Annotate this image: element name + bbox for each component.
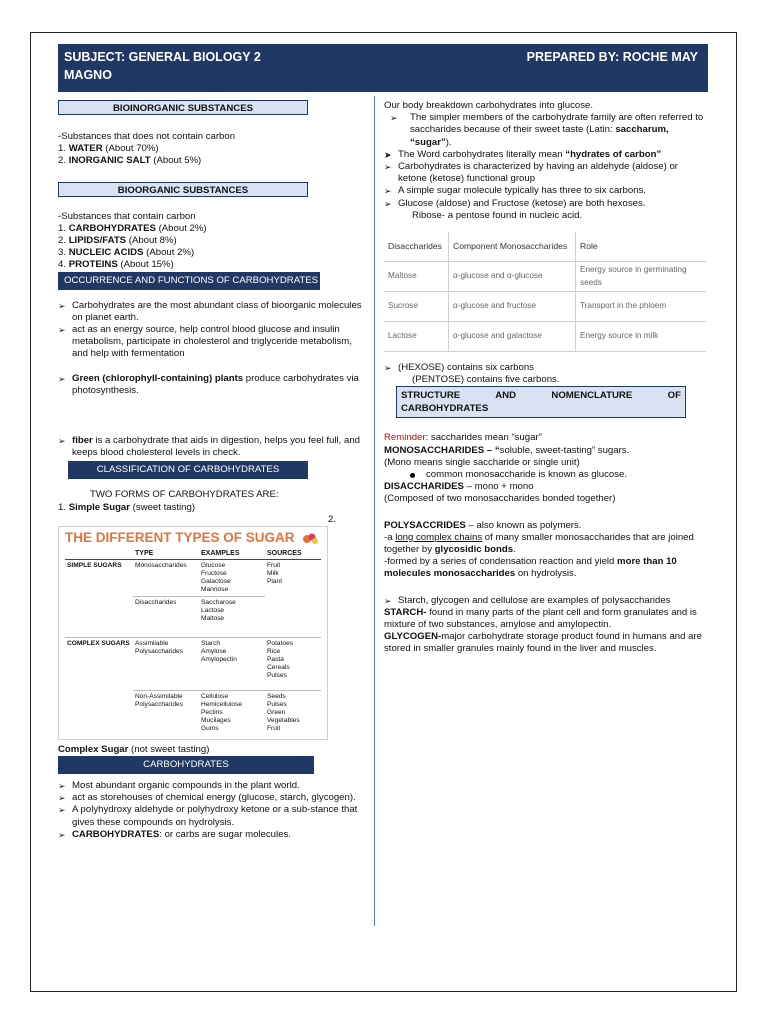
list-item: ➢ A simple sugar molecule typically has three to six carbons. — [384, 185, 646, 197]
bioorganic-list — [58, 223, 366, 272]
table-row: Maltose α-glucose and α-glucose Energy source in germinating seeds — [384, 262, 706, 292]
list-item: ➢ Green (chlorophyll-containing) plants produce carbohydrates via photosynthesis. — [58, 372, 359, 396]
list-item: 2. LIPIDS/FATS (About 8%) — [58, 235, 177, 247]
list-item: ➢ Carbohydrates are the most abundant class of bioorganic molecules on planet earth. — [58, 299, 362, 323]
reminder-line: Reminder: saccharides mean “sugar” — [384, 432, 542, 444]
complex-sugar-line: Complex Sugar (not sweet tasting) — [58, 743, 210, 755]
arrow-bullet-icon: ➢ — [384, 186, 392, 197]
list-item: ➢ act as storehouses of chemical energy (glucose, starch, glycogen). — [58, 792, 356, 804]
list-item: ➢ Starch, glycogen and cellulose are examples of polysaccharides — [384, 594, 671, 606]
arrow-bullet-icon: ➢ — [384, 198, 392, 209]
arrow-bullet-icon: ➢ — [58, 805, 66, 816]
ribose-note: Ribose- a pentose found in nucleic acid. — [412, 209, 583, 221]
list-item: ➢ Glucose (aldose) and Fructose (ketose) are both hexoses. — [384, 197, 646, 209]
sugar-types-table — [65, 549, 321, 735]
candy-icon — [301, 531, 319, 545]
arrow-bullet-icon: ➢ — [384, 162, 392, 173]
list-item: ➢ (HEXOSE) contains six carbons — [384, 362, 534, 374]
arrow-bullet-icon: ➢ — [58, 436, 66, 447]
simple-sugar-line: 1. Simple Sugar (sweet tasting) 2. — [58, 501, 337, 525]
occurrence-list — [58, 300, 366, 460]
list-item: common monosaccharide is known as glucose. — [384, 469, 706, 481]
pentose-note: (PENTOSE) contains five carbons. — [412, 374, 560, 386]
header-left — [64, 48, 314, 84]
column-divider — [374, 96, 375, 926]
glycogen-def: GLYCOGEN-major carbohydrate storage product found in humans and are stored in smaller granules mainly found in the liver and muscles. — [384, 631, 703, 655]
poly-desc-a: -a long complex chains of many smaller monosaccharides that are joined together by glycosidic bonds. — [384, 531, 694, 556]
arrow-bullet-icon: ➢ — [384, 363, 392, 374]
table-row: Sucrose α-glucose and fructose Transport in the phloem — [384, 292, 706, 322]
list-item: ➢ Carbohydrates is characterized by having an aldehyde (aldose) or ketone (ketose) functional group — [384, 161, 678, 185]
structure-heading: STRUCTURE AND NOMENCLATURE OF CARBOHYDRATES — [396, 386, 686, 418]
carbohydrates-list — [58, 780, 366, 841]
sugar-types-figure — [58, 526, 328, 740]
left-column — [58, 100, 366, 841]
bioinorganic-list — [58, 143, 366, 167]
list-item: ➢ fiber is a carbohydrate that aids in digestion, helps you feel full, and keeps blood cholesterol levels in check. — [58, 435, 360, 459]
bioinorganic-desc: -Substances that does not contain carbon — [58, 131, 236, 142]
disaccharides-def: DISACCHARIDES – mono + mono — [384, 481, 534, 493]
table-row: Non-Assimilable Polysaccharides Cellulose Hemicellulose Pectins Mucilages Gums Seeds Pulses Green Vegetables Fruit — [65, 690, 321, 735]
list-item: ➢ act as an energy source, help control blood glucose and insulin metabolism, participate in cholesterol and triglyceride metabolism, and help with fermentation — [58, 324, 352, 360]
list-item: 1. CARBOHYDRATES (About 2%) — [58, 222, 207, 234]
subject-title: SUBJECT: GENERAL BIOLOGY 2 — [64, 50, 261, 64]
classification-heading: CLASSIFICATION OF CARBOHYDRATES — [68, 461, 308, 479]
sugar-figure-title: THE DIFFERENT TYPES OF SUGAR — [65, 531, 321, 545]
item-number-2: 2. — [328, 513, 337, 525]
mono-note: (Mono means single saccharide or single unit) — [384, 456, 580, 468]
list-item: 2. INORGANIC SALT (About 5%) — [58, 155, 202, 167]
intro-text: Our body breakdown carbohydrates into glucose. — [384, 100, 594, 111]
poly-desc-b: -formed by a series of condensation reaction and yield more than 10 molecules monosaccharides on hydrolysis. — [384, 556, 677, 580]
author-surname: MAGNO — [64, 68, 112, 82]
list-item: 1. WATER (About 70%) — [58, 143, 159, 155]
list-item: 3. NUCLEIC ACIDS (About 2%) — [58, 247, 195, 259]
right-column — [384, 100, 706, 656]
bioorganic-desc: -Substances that contain carbon — [58, 210, 196, 222]
table-row: Disaccharides Saccharose Lactose Maltose — [65, 596, 321, 637]
list-item: ➢ CARBOHYDRATES: or carbs are sugar molecules. — [58, 828, 291, 840]
table-header-row: TYPE EXAMPLES SOURCES — [65, 549, 321, 560]
arrow-bullet-icon: ➤ — [384, 149, 392, 160]
forms-intro: TWO FORMS OF CARBOHYDRATES ARE: — [90, 489, 279, 501]
arrow-bullet-icon: ➢ — [58, 325, 66, 336]
dot-bullet-icon — [410, 473, 415, 478]
arrow-bullet-icon: ➢ — [390, 113, 398, 124]
list-item: ➢ A polyhydroxy aldehyde or polyhydroxy ketone or a sub-stance that gives these compounds on hydrolysis. — [58, 804, 358, 828]
disaccharides-table — [384, 232, 706, 352]
table-row: Lactose α-glucose and galactose Energy source in milk — [384, 322, 706, 352]
arrow-bullet-icon: ➢ — [58, 373, 66, 384]
arrow-bullet-icon: ➢ — [58, 793, 66, 804]
starch-def: STARCH- found in many parts of the plant cell and form granulates and is mixture of two substances, amylose and amylopectin. — [384, 606, 697, 631]
header-banner — [58, 44, 708, 92]
arrow-bullet-icon: ➢ — [58, 829, 66, 840]
list-item: 4. PROTEINS (About 15%) — [58, 259, 174, 271]
list-item: ➤ The Word carbohydrates literally mean “hydrates of carbon” — [384, 148, 662, 160]
table-header-row: Disaccharides Component Monosaccharides Role — [384, 232, 706, 262]
carbohydrates-heading: CARBOHYDRATES — [58, 756, 314, 774]
occurrence-heading: OCCURRENCE AND FUNCTIONS OF CARBOHYDRATES — [58, 272, 320, 290]
arrow-bullet-icon: ➢ — [58, 300, 66, 311]
arrow-bullet-icon: ➢ — [384, 595, 392, 606]
bioinorganic-heading: BIOINORGANIC SUBSTANCES — [58, 100, 308, 115]
prepared-by: PREPARED BY: ROCHE MAY — [526, 50, 698, 64]
monosaccharides-def: MONOSACCHARIDES – “soluble, sweet-tasting” sugars. — [384, 444, 630, 456]
list-item: ➢ Most abundant organic compounds in the plant world. — [58, 780, 300, 792]
di-note: (Composed of two monosaccharides bonded together) — [384, 493, 616, 505]
table-row: SIMPLE SUGARS Monosaccharides Glucose Fructose Galactose Mannose Fruit Milk Plant — [65, 559, 321, 596]
arrow-bullet-icon: ➢ — [58, 781, 66, 792]
polysaccharides-def: POLYSACCRIDES – also known as polymers. — [384, 519, 582, 531]
table-row: COMPLEX SUGARS Assimilable Polysaccharides Starch Amylose Amylopectin Potatoes Rice Pasta Cereals Pulses — [65, 637, 321, 690]
list-item: ➢ The simpler members of the carbohydrate family are often referred to saccharides because of their sweet taste (Latin: saccharum, “sugar”). — [390, 112, 704, 148]
bioorganic-heading: BIOORGANIC SUBSTANCES — [58, 182, 308, 197]
